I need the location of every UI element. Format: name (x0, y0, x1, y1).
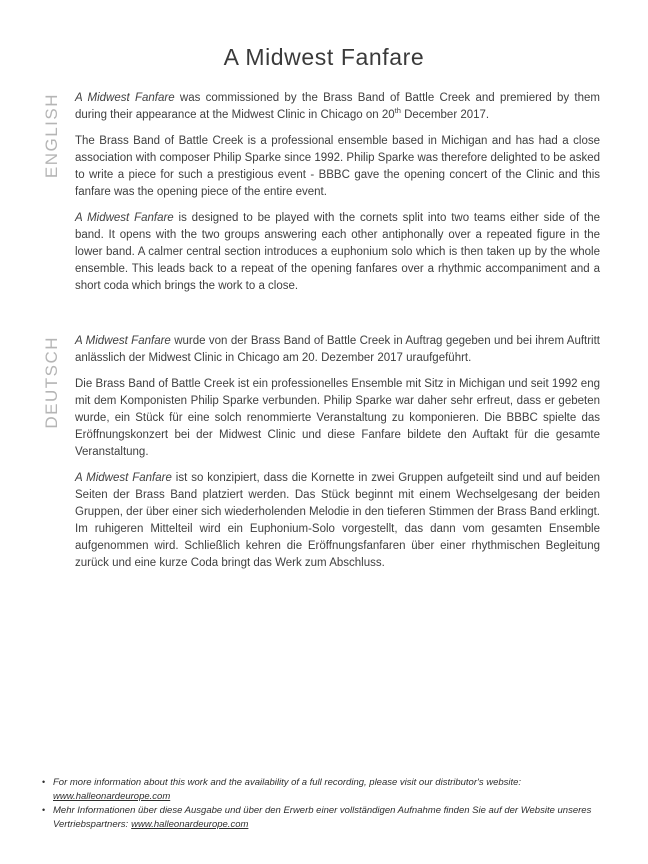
bullet-icon: • (42, 777, 46, 787)
paragraph-text: was commissioned by the Brass Band of Battle Creek and premiered by them during their appearance at the Midwest Clinic in Chicago on 20 (75, 92, 600, 121)
ordinal-superscript: th (394, 106, 401, 116)
work-title-italic: A Midwest Fanfare (75, 472, 172, 484)
section-german (42, 333, 600, 572)
footer-item-english (42, 776, 608, 803)
distributor-link-english[interactable]: www.halleonardeurope.com (53, 790, 171, 802)
section-label-english: ENGLISH (42, 93, 61, 179)
section-text-english (75, 90, 600, 295)
paragraph-english-3 (75, 210, 600, 295)
footer-text: Mehr Informationen über diese Ausgabe und über den Erwerb einer vollständigen Aufnahme finden Sie auf der Website unseres Vertriebspartners: (53, 805, 592, 830)
footer-text-english (53, 776, 608, 803)
paragraph-german-1 (75, 333, 600, 367)
paragraph-text: is designed to be played with the cornets split into two teams either side of the band. It opens with the two groups answering each other antiphonally over a repeated figure in the lower band. A calmer central section introduces a euphonium solo which is then taken up by the whole ensemble. This leads back to a repeat of the opening fanfares over a rhythmic accompaniment and a short coda which brings the work to a close. (75, 212, 600, 292)
paragraph-text: December 2017. (400, 109, 490, 121)
footer-notes (42, 776, 608, 832)
section-label-german: DEUTSCH (42, 336, 61, 429)
paragraph-german-2: Die Brass Band of Battle Creek ist ein professionelles Ensemble mit Sitz in Michigan und seit 1992 eng mit dem Komponisten Philip Sparke verbunden. Philip Sparke war daher sehr erfreut, dass er gebeten wurde, ein Stück für eine solch renommierte Veranstaltung zu komponieren. Die BBBC spielte das Eröffnungskonzert bei der Midwest Clinic und diese Fanfare bildete den Auftakt für die gesamte Veranstaltung. (75, 378, 600, 458)
distributor-link-german[interactable]: www.halleonardeurope.com (131, 818, 249, 830)
footer-text-german (53, 804, 608, 831)
work-title-italic: A Midwest Fanfare (75, 335, 171, 347)
paragraph-german-3 (75, 470, 600, 572)
work-title-italic: A Midwest Fanfare (75, 212, 174, 224)
section-text-german (75, 333, 600, 572)
footer-item-german (42, 804, 608, 831)
paragraph-text: ist so konzipiert, dass die Kornette in zwei Gruppen aufgeteilt sind und auf beiden Seiten der Brass Band platziert werden. Das Stück beginnt mit einem Wechselgesang der beiden Gruppen, der über einer sich wiederholenden Melodie in den tieferen Stimmen der Brass Band erklingt. Im ruhigeren Mittelteil wird ein Euphonium-Solo vorgestellt, das dann vom gesamten Ensemble aufgenommen wird. Schließlich kehren die Eröffnungsfanfaren über einer rhythmischen Begleitung zurück und eine kurze Coda bringt das Werk zum Abschluss. (75, 472, 600, 569)
work-title-italic: A Midwest Fanfare (75, 92, 175, 104)
section-english (42, 90, 600, 295)
paragraph-english-2: The Brass Band of Battle Creek is a professional ensemble based in Michigan and has had a close association with composer Philip Sparke since 1992. Philip Sparke was therefore delighted to be asked to write a piece for such a prestigious event - BBBC gave the opening concert of the Clinic and this fanfare was the opening piece of the entire event. (75, 135, 600, 198)
paragraph-english-1 (75, 90, 600, 124)
page-title: A Midwest Fanfare (223, 44, 425, 70)
footer-text: For more information about this work and the availability of a full recording, please visit our distributor's website: (53, 777, 522, 788)
bullet-icon: • (42, 805, 46, 815)
paragraph-text: wurde von der Brass Band of Battle Creek in Auftrag gegeben und bei ihrem Auftritt anlässlich der Midwest Clinic in Chicago am 20. Dezember 2017 uraufgeführt. (75, 335, 601, 364)
